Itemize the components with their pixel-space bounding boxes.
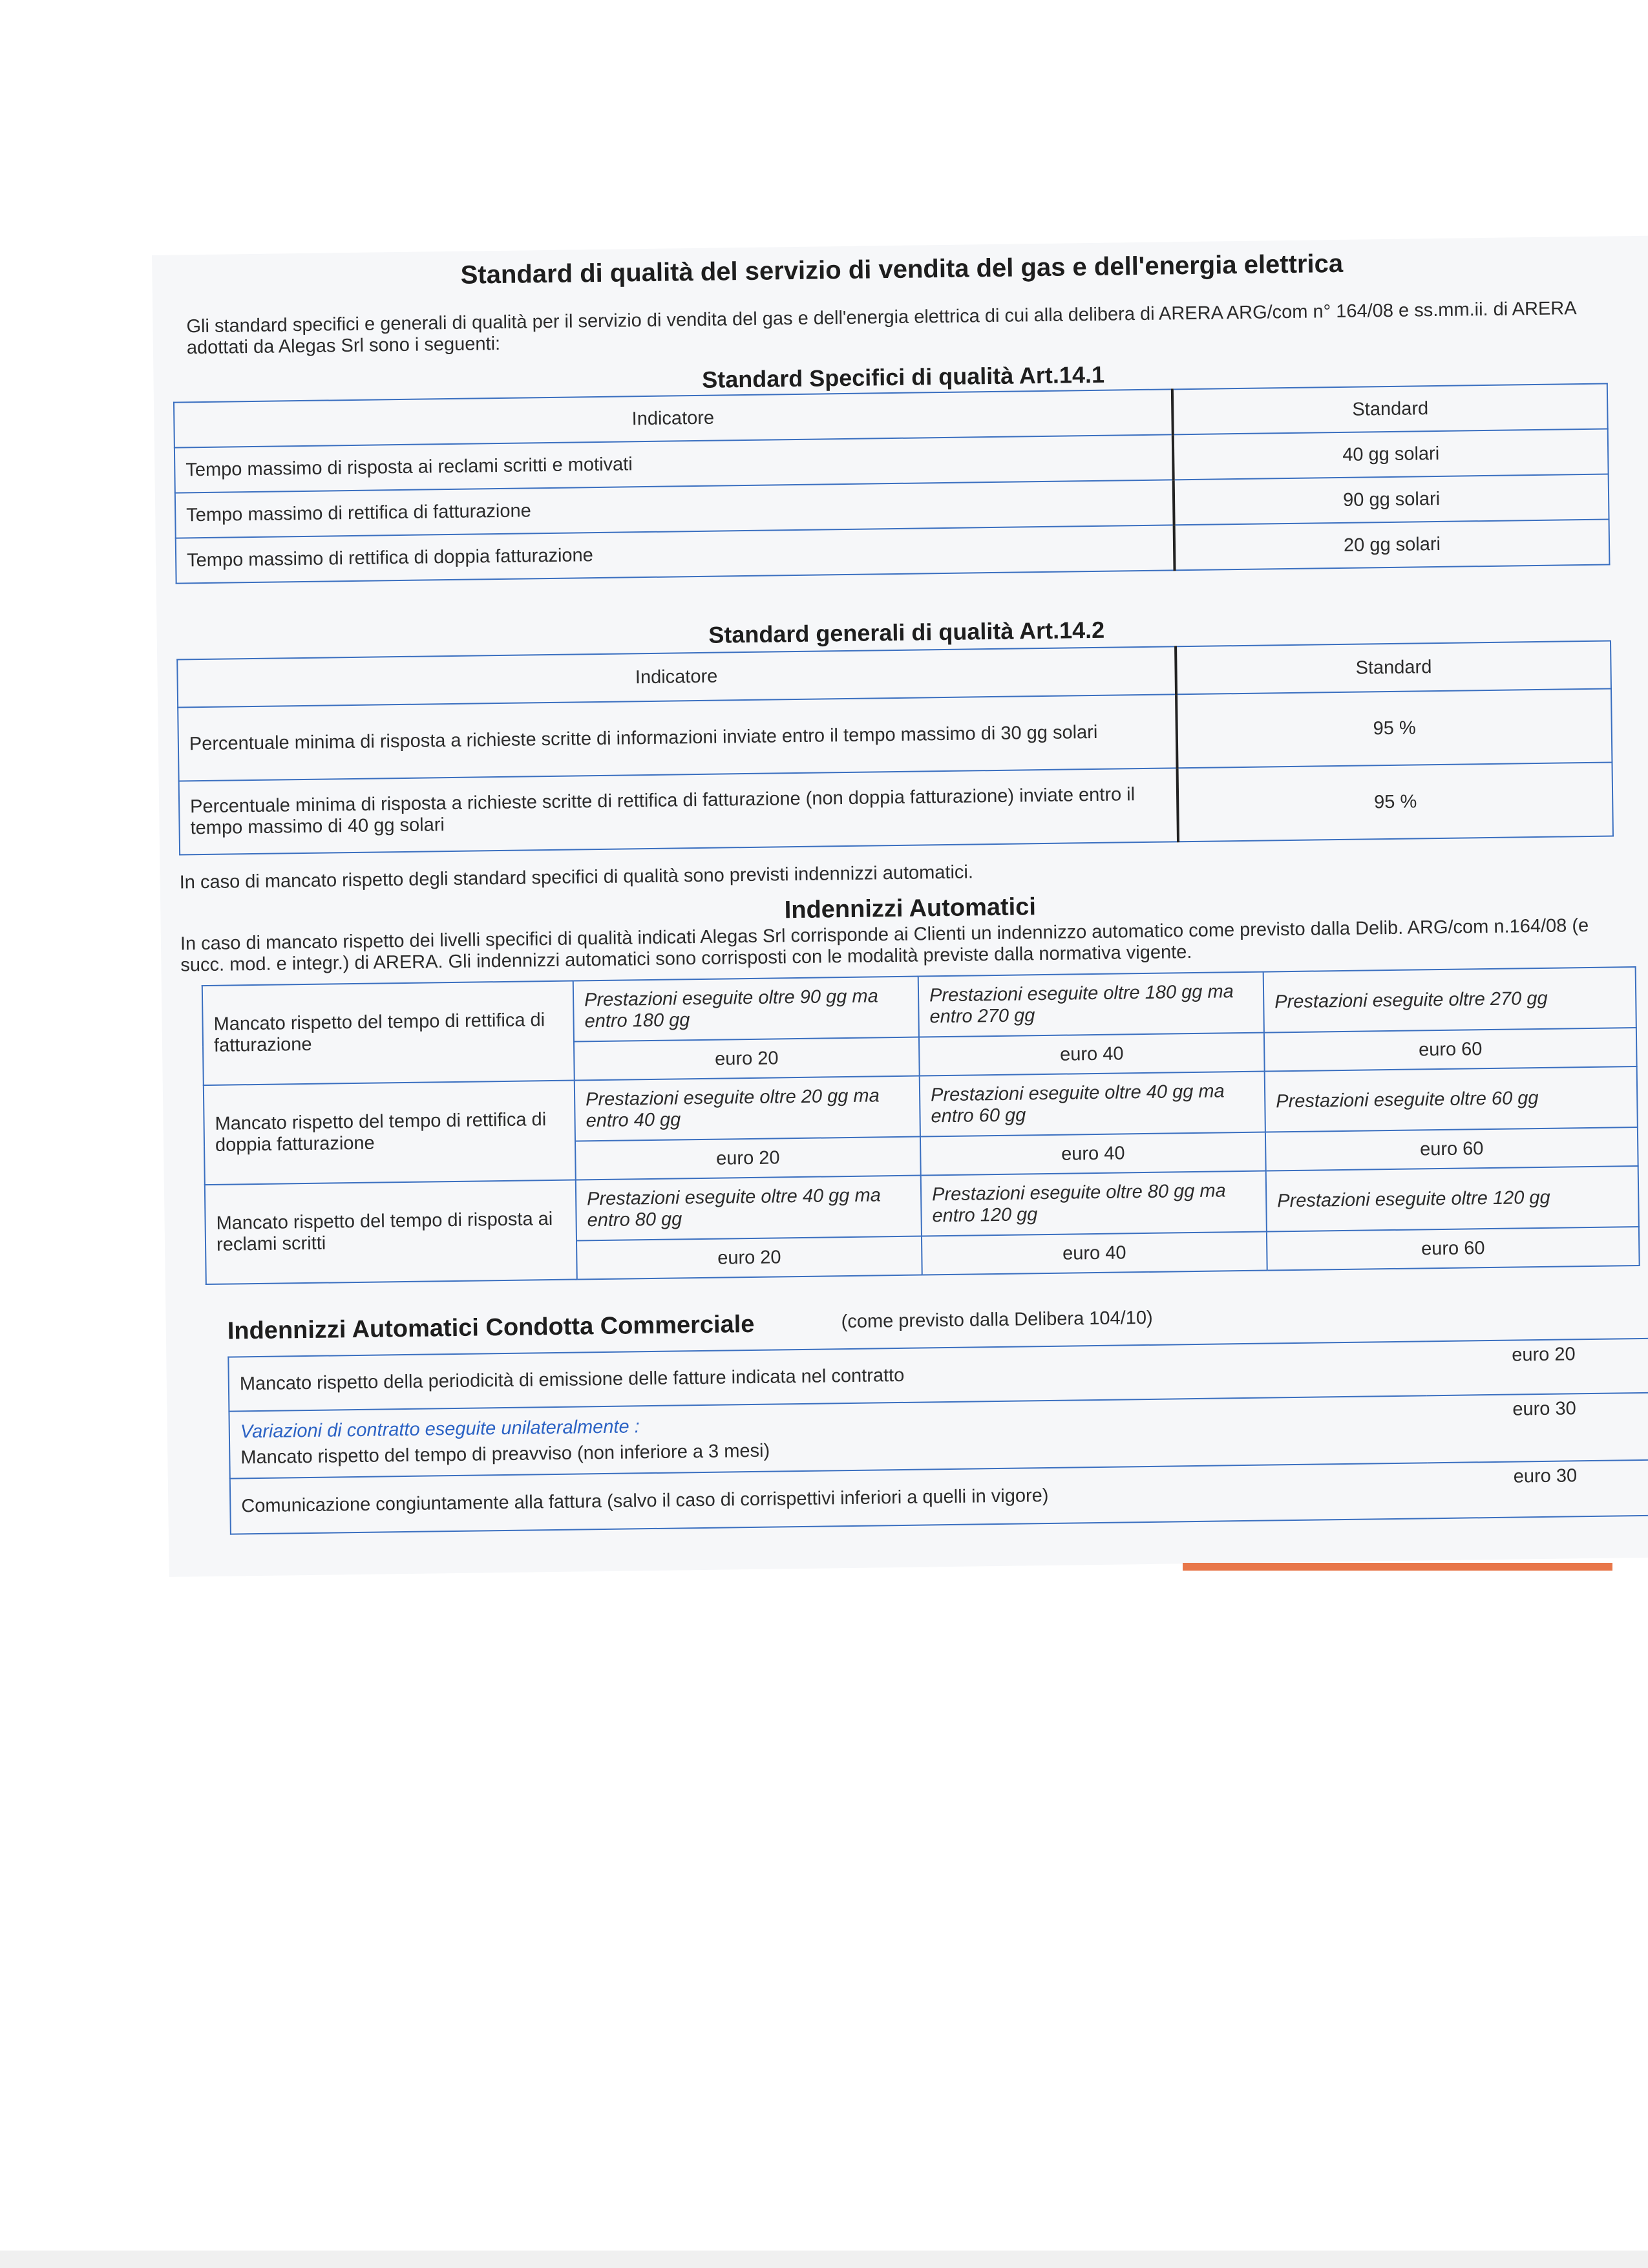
intro-paragraph: Gli standard specifici e generali di qualità per il servizio di vendita del gas e dell'energia elettrica di cui alla delibera di ARERA ARG/com n° 164/08 e ss.mm.ii. di ARERA adottati da Alegas Srl sono i seguenti: bbox=[186, 298, 1576, 359]
commercial-table bbox=[227, 1338, 1648, 1535]
threshold-cell: Prestazioni eseguite oltre 80 gg ma entro 120 gg bbox=[921, 1171, 1267, 1236]
indicator-cell: Tempo massimo di rettifica di fatturazione bbox=[175, 480, 1174, 538]
commercial-subtitle: (come previsto dalla Delibera 104/10) bbox=[841, 1307, 1153, 1333]
threshold-cell: Prestazioni eseguite oltre 270 gg bbox=[1263, 967, 1636, 1033]
row-label: Mancato rispetto del tempo di risposta ai reclami scritti bbox=[205, 1180, 577, 1285]
amount-cell: euro 20 bbox=[575, 1137, 921, 1180]
general-standards-table bbox=[176, 640, 1614, 855]
threshold-cell: Prestazioni eseguite oltre 60 gg bbox=[1265, 1066, 1638, 1132]
commercial-text: Mancato rispetto del tempo di preavviso (non inferiore a 3 mesi) bbox=[240, 1440, 770, 1468]
commercial-text-cell: Comunicazione congiuntamente alla fattura (salvo il caso di corrispettivi inferiori a quelli in vigore) bbox=[230, 1463, 1428, 1534]
specific-standards-title: Standard Specifici di qualità Art.14.1 bbox=[701, 361, 1105, 393]
standard-header: Standard bbox=[1176, 641, 1611, 695]
indicator-cell: Tempo massimo di risposta ai reclami scritti e motivati bbox=[174, 434, 1174, 493]
row-label: Mancato rispetto del tempo di rettifica di doppia fatturazione bbox=[204, 1081, 576, 1185]
auto-compensation-intro: In caso di mancato rispetto dei livelli specifici di qualità indicati Alegas Srl corrisponde ai Clienti un indennizzo automatico come previsto dalla Delib. ARG/com n.164/08 (e succ. mod. e integr.) di ARERA. Gli indennizzi automatici sono corrisposti con le modalità previste dalla normativa vigente. bbox=[180, 915, 1589, 976]
amount-cell: euro 40 bbox=[920, 1132, 1266, 1176]
standard-cell: 40 gg solari bbox=[1173, 429, 1609, 480]
auto-compensation-title: Indennizzi Automatici bbox=[784, 893, 1037, 924]
threshold-cell: Prestazioni eseguite oltre 90 gg ma entro 180 gg bbox=[573, 977, 919, 1042]
amount-cell: euro 40 bbox=[919, 1033, 1265, 1076]
row-label: Mancato rispetto del tempo di rettifica di fatturazione bbox=[202, 981, 575, 1086]
standard-header: Standard bbox=[1172, 384, 1608, 435]
indicator-cell: Percentuale minima di risposta a richieste scritte di informazioni inviate entro il tempo massimo di 30 gg solari bbox=[178, 694, 1177, 781]
amount-cell: euro 20 bbox=[574, 1037, 920, 1081]
standard-cell: 90 gg solari bbox=[1174, 474, 1609, 525]
threshold-cell: Prestazioni eseguite oltre 40 gg ma entro 60 gg bbox=[920, 1072, 1265, 1137]
threshold-cell: Prestazioni eseguite oltre 20 gg ma entro 40 gg bbox=[575, 1076, 920, 1141]
accent-bar bbox=[1183, 1563, 1612, 1571]
indicator-header: Indicatore bbox=[174, 389, 1173, 447]
specific-standards-table bbox=[173, 383, 1611, 584]
auto-compensation-table bbox=[202, 966, 1640, 1285]
amount-cell: euro 30 bbox=[1428, 1460, 1648, 1519]
indicator-header: Indicatore bbox=[177, 646, 1176, 707]
amount-cell: euro 60 bbox=[1264, 1028, 1637, 1072]
commercial-subheading: Variazioni di contratto eseguite unilateralmente : bbox=[240, 1416, 640, 1443]
threshold-cell: Prestazioni eseguite oltre 180 gg ma entro 270 gg bbox=[918, 972, 1264, 1037]
standard-cell: 20 gg solari bbox=[1174, 520, 1610, 571]
page-bottom-edge bbox=[0, 2251, 1648, 2268]
threshold-cell: Prestazioni eseguite oltre 120 gg bbox=[1266, 1166, 1639, 1232]
commercial-title: Indennizzi Automatici Condotta Commerciale bbox=[227, 1310, 755, 1345]
commercial-text-cell: Mancato rispetto della periodicità di emissione delle fatture indicata nel contratto bbox=[228, 1341, 1426, 1411]
general-standards-title: Standard generali di qualità Art.14.2 bbox=[708, 616, 1105, 648]
threshold-cell: Prestazioni eseguite oltre 40 gg ma entro 80 gg bbox=[576, 1176, 922, 1241]
indicator-cell: Percentuale minima di risposta a richieste scritte di rettifica di fatturazione (non doppia fatturazione) inviate entro il tempo massimo di 40 gg solari bbox=[179, 768, 1178, 854]
amount-cell: euro 40 bbox=[922, 1232, 1267, 1275]
amount-cell: euro 20 bbox=[1426, 1339, 1648, 1396]
amount-cell: euro 60 bbox=[1265, 1127, 1638, 1171]
specific-standards-note: In caso di mancato rispetto degli standard specifici di qualità sono previsti indennizzi automatici. bbox=[179, 862, 974, 893]
standard-cell: 95 % bbox=[1176, 689, 1612, 768]
document-title: Standard di qualità del servizio di vendita del gas e dell'energia elettrica bbox=[460, 249, 1344, 290]
amount-cell: euro 20 bbox=[576, 1236, 922, 1280]
amount-cell: euro 60 bbox=[1267, 1227, 1640, 1271]
indicator-cell: Tempo massimo di rettifica di doppia fatturazione bbox=[176, 525, 1175, 583]
standard-cell: 95 % bbox=[1178, 762, 1613, 842]
amount-cell: euro 30 bbox=[1426, 1393, 1648, 1463]
document-sheet bbox=[152, 236, 1648, 1577]
